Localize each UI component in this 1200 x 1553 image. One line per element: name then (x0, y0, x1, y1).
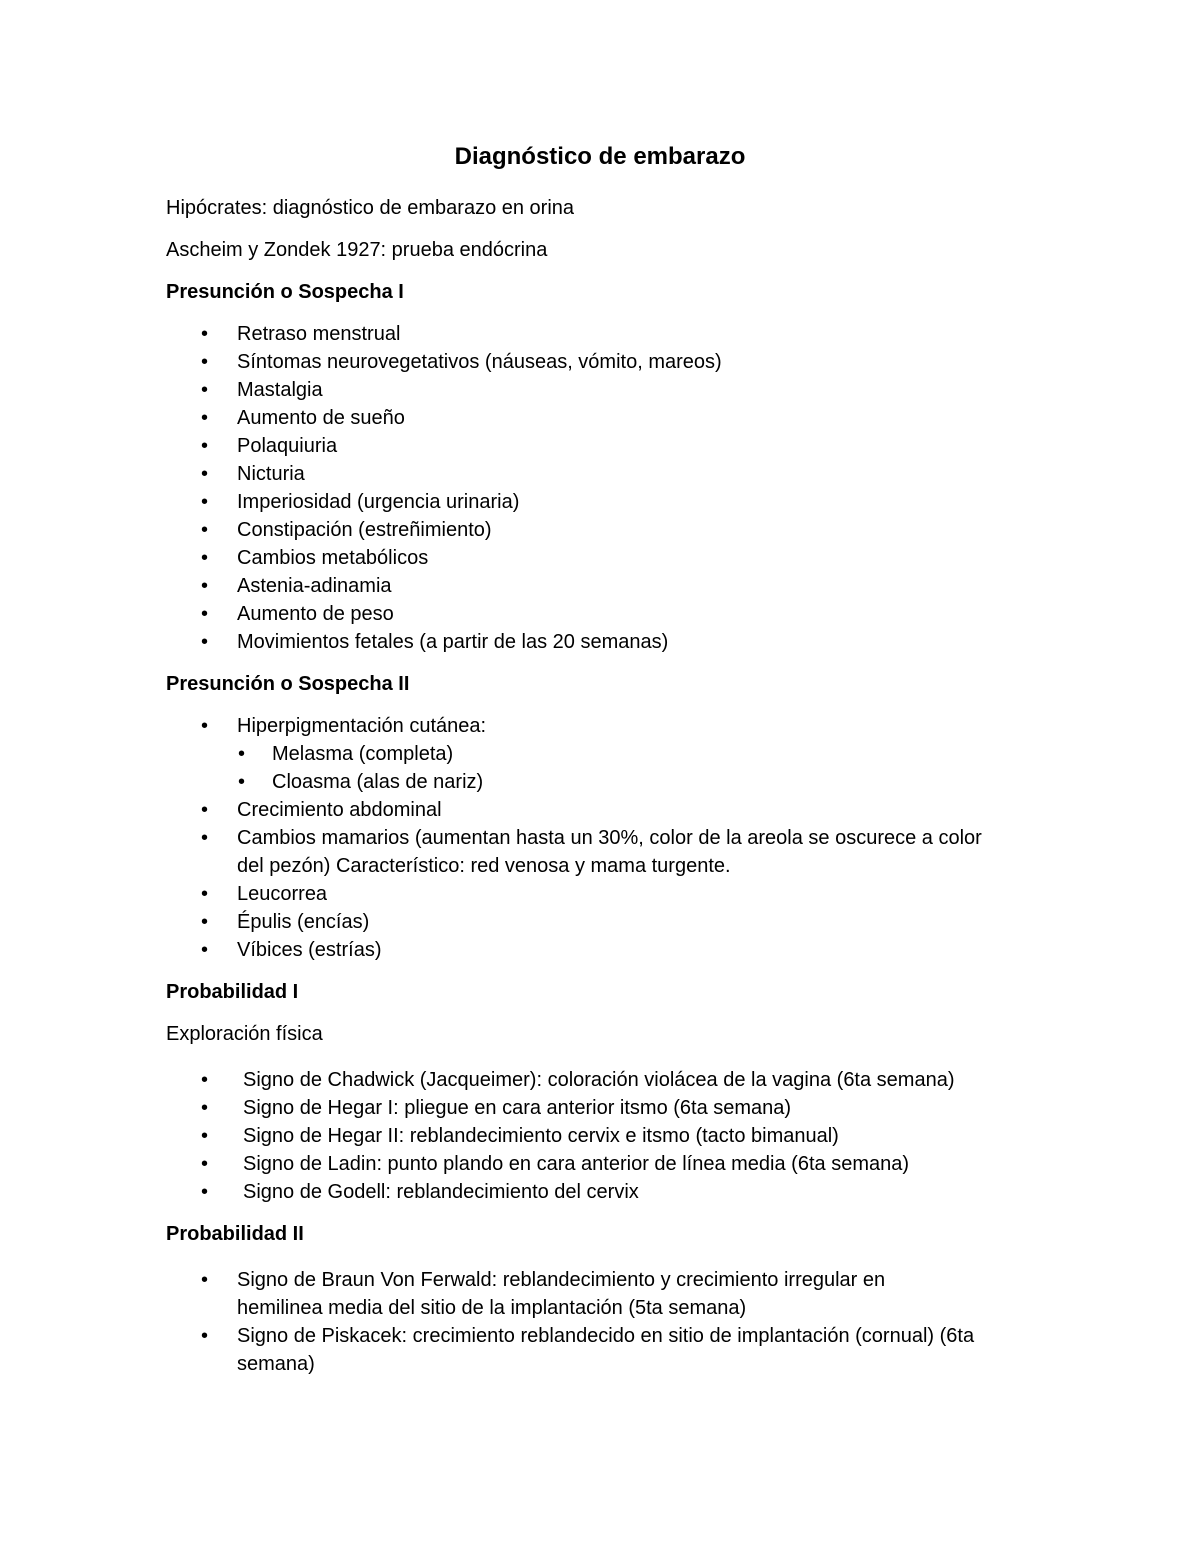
section-heading-probabilidad-2: Probabilidad II (166, 1223, 304, 1245)
list-item: • Mastalgia (166, 376, 1046, 404)
sub-list-item: • Cloasma (alas de nariz) (166, 768, 1046, 796)
presuncion-2-list (166, 712, 1046, 964)
list-item: • Hiperpigmentación cutánea: (166, 712, 1046, 740)
list-item: • Épulis (encías) (166, 908, 1046, 936)
probabilidad-1-list (166, 1066, 1046, 1206)
intro-line-ascheim: Ascheim y Zondek 1927: prueba endócrina (166, 239, 548, 261)
list-item: • Aumento de peso (166, 600, 1046, 628)
list-item: • Signo de Chadwick (Jacqueimer): coloración violácea de la vagina (6ta semana) (166, 1066, 1046, 1094)
sub-list-item: • Melasma (completa) (166, 740, 1046, 768)
list-item: • Signo de Godell: reblandecimiento del cervix (166, 1178, 1046, 1206)
list-item: • Crecimiento abdominal (166, 796, 1046, 824)
list-item: • Signo de Hegar I: pliegue en cara anterior itsmo (6ta semana) (166, 1094, 1046, 1122)
section-heading-probabilidad-1: Probabilidad I (166, 981, 299, 1003)
list-item: • Víbices (estrías) (166, 936, 1046, 964)
list-item: • Síntomas neurovegetativos (náuseas, vómito, mareos) (166, 348, 1046, 376)
list-item: • Signo de Piskacek: crecimiento reblandecido en sitio de implantación (cornual) (6ta semana) (166, 1322, 1046, 1378)
list-item: • Movimientos fetales (a partir de las 20 semanas) (166, 628, 1046, 656)
list-item: • Cambios mamarios (aumentan hasta un 30%, color de la areola se oscurece a color del pezón) Característico: red venosa y mama turgente. (166, 824, 1046, 880)
list-item: • Retraso menstrual (166, 320, 1046, 348)
presuncion-1-list (166, 320, 1046, 656)
list-item: • Astenia-adinamia (166, 572, 1046, 600)
intro-line-hipocrates: Hipócrates: diagnóstico de embarazo en orina (166, 197, 575, 219)
list-item: • Constipación (estreñimiento) (166, 516, 1046, 544)
probabilidad-2-list (166, 1266, 1046, 1378)
list-item: • Nicturia (166, 460, 1046, 488)
list-item: • Signo de Ladin: punto plando en cara anterior de línea media (6ta semana) (166, 1150, 1046, 1178)
document-page (166, 140, 1046, 1392)
section-heading-presuncion-2: Presunción o Sospecha II (166, 673, 410, 695)
list-item: • Polaquiuria (166, 432, 1046, 460)
list-item: • Aumento de sueño (166, 404, 1046, 432)
list-item: • Cambios metabólicos (166, 544, 1046, 572)
list-item: • Imperiosidad (urgencia urinaria) (166, 488, 1046, 516)
document-title: Diagnóstico de embarazo (454, 143, 746, 170)
list-item: • Signo de Braun Von Ferwald: reblandecimiento y crecimiento irregular en hemilinea media del sitio de la implantación (5ta semana) (166, 1266, 1046, 1322)
list-item: • Signo de Hegar II: reblandecimiento cervix e itsmo (tacto bimanual) (166, 1122, 1046, 1150)
section-subtitle: Exploración física (166, 1023, 323, 1045)
section-heading-presuncion-1: Presunción o Sospecha I (166, 281, 404, 303)
list-item: • Leucorrea (166, 880, 1046, 908)
